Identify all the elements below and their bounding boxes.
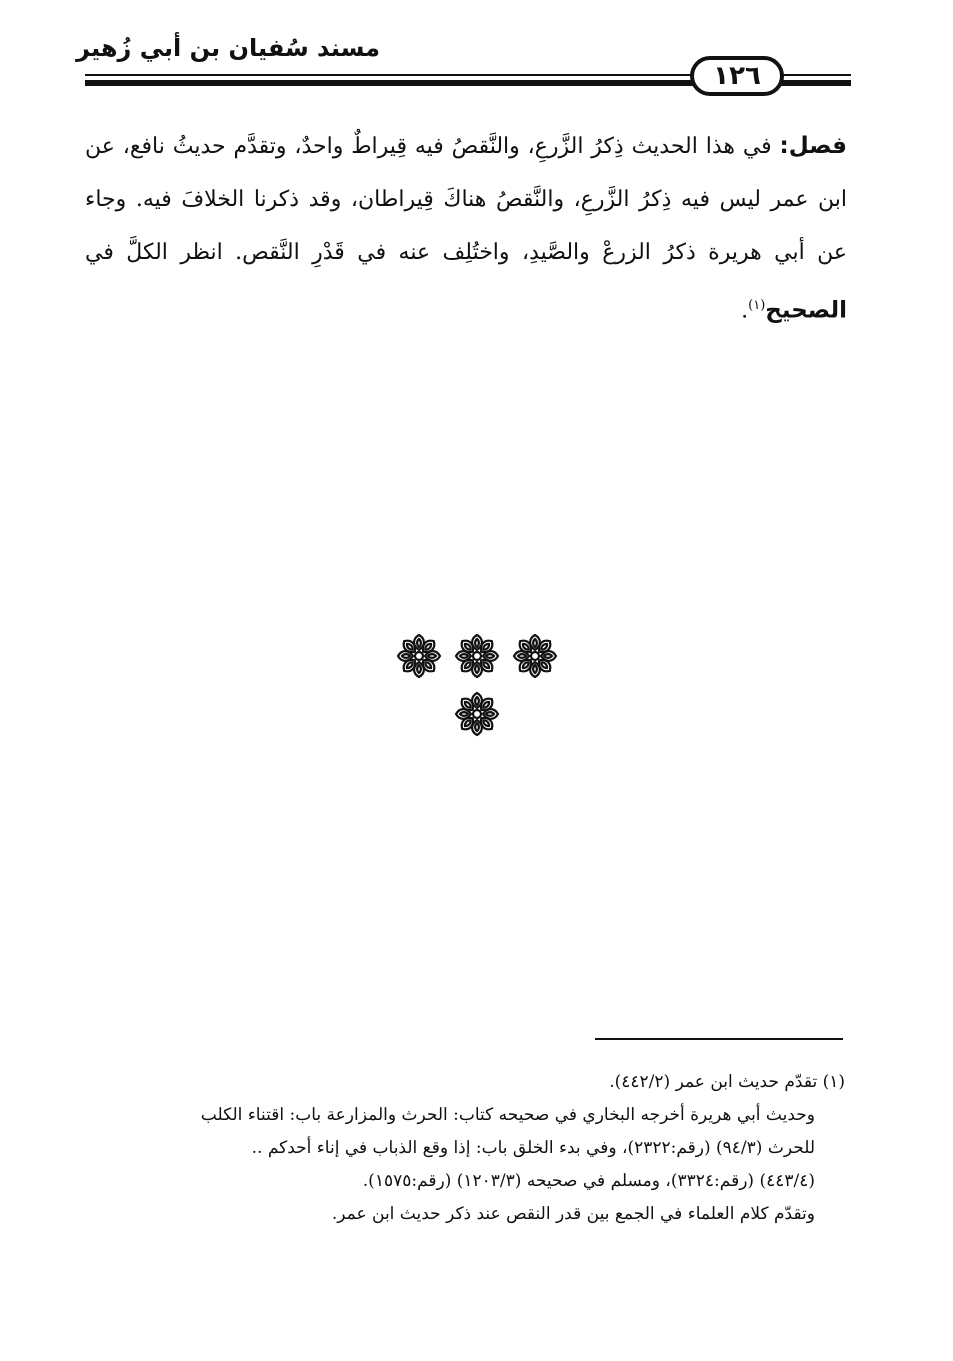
footnote-line: وتقدّم كلام العلماء في الجمع بين قدر النقص عند ذكر حديث ابن عمر. — [331, 1204, 815, 1224]
footnote-line: (١) تقدّم حديث ابن عمر (٤٤٢/٢). — [609, 1072, 845, 1092]
section-label: فصل: — [779, 133, 847, 159]
footnote-reference: (١) — [748, 298, 766, 313]
footnote-line: للحرث (٩٤/٣) (رقم:٢٣٢٢)، وفي بدء الخلق باب: إذا وقع الذباب في إناء أحدكم .. — [251, 1138, 815, 1158]
body-text-main: في هذا الحديث ذِكرُ الزَّرعِ، والنَّقصُ فيه قِيراطٌ واحدٌ، وتقدَّم حديثُ نافع، عن ابن عمر ليس فيه ذِكرُ الزَّرعِ، والنَّقصُ هناكَ قِيراطان، وقد ذكرنا الخلافَ فيه. وجاء عن أبي هريرة ذكرُ الزرعْ والصَّيدِ، واختُلِف عنه في قَدْرِ النَّقص. انظر الكلَّ في — [85, 134, 847, 265]
running-header-title: مسند سُفيان بن أبي زُهير — [76, 34, 380, 62]
section-divider-ornaments — [0, 632, 953, 748]
page-number-badge — [690, 56, 784, 96]
footnote-line: وحديث أبي هريرة أخرجه البخاري في صحيحه كتاب: الحرث والمزارعة باب: اقتناء الكلب — [200, 1105, 815, 1125]
page-number: ١٢٦ — [713, 61, 761, 91]
flower-ornament-icon — [453, 632, 501, 680]
flower-ornament-icon — [511, 632, 559, 680]
ornament-row-top — [0, 632, 953, 680]
flower-ornament-icon — [395, 632, 443, 680]
book-reference-label: الصحيح — [765, 297, 847, 324]
footnotes-block — [80, 1066, 845, 1231]
footnote-line: (٤٤٣/٤) (رقم:٣٣٢٤)، ومسلم في صحيحه (١٢٠٣/٣) (رقم:١٥٧٥). — [362, 1171, 815, 1191]
body-text-end: . — [741, 298, 749, 324]
body-paragraph — [85, 120, 847, 337]
flower-ornament-icon — [453, 690, 501, 738]
ornament-row-bottom — [0, 690, 953, 738]
footnote-separator — [595, 1038, 843, 1040]
